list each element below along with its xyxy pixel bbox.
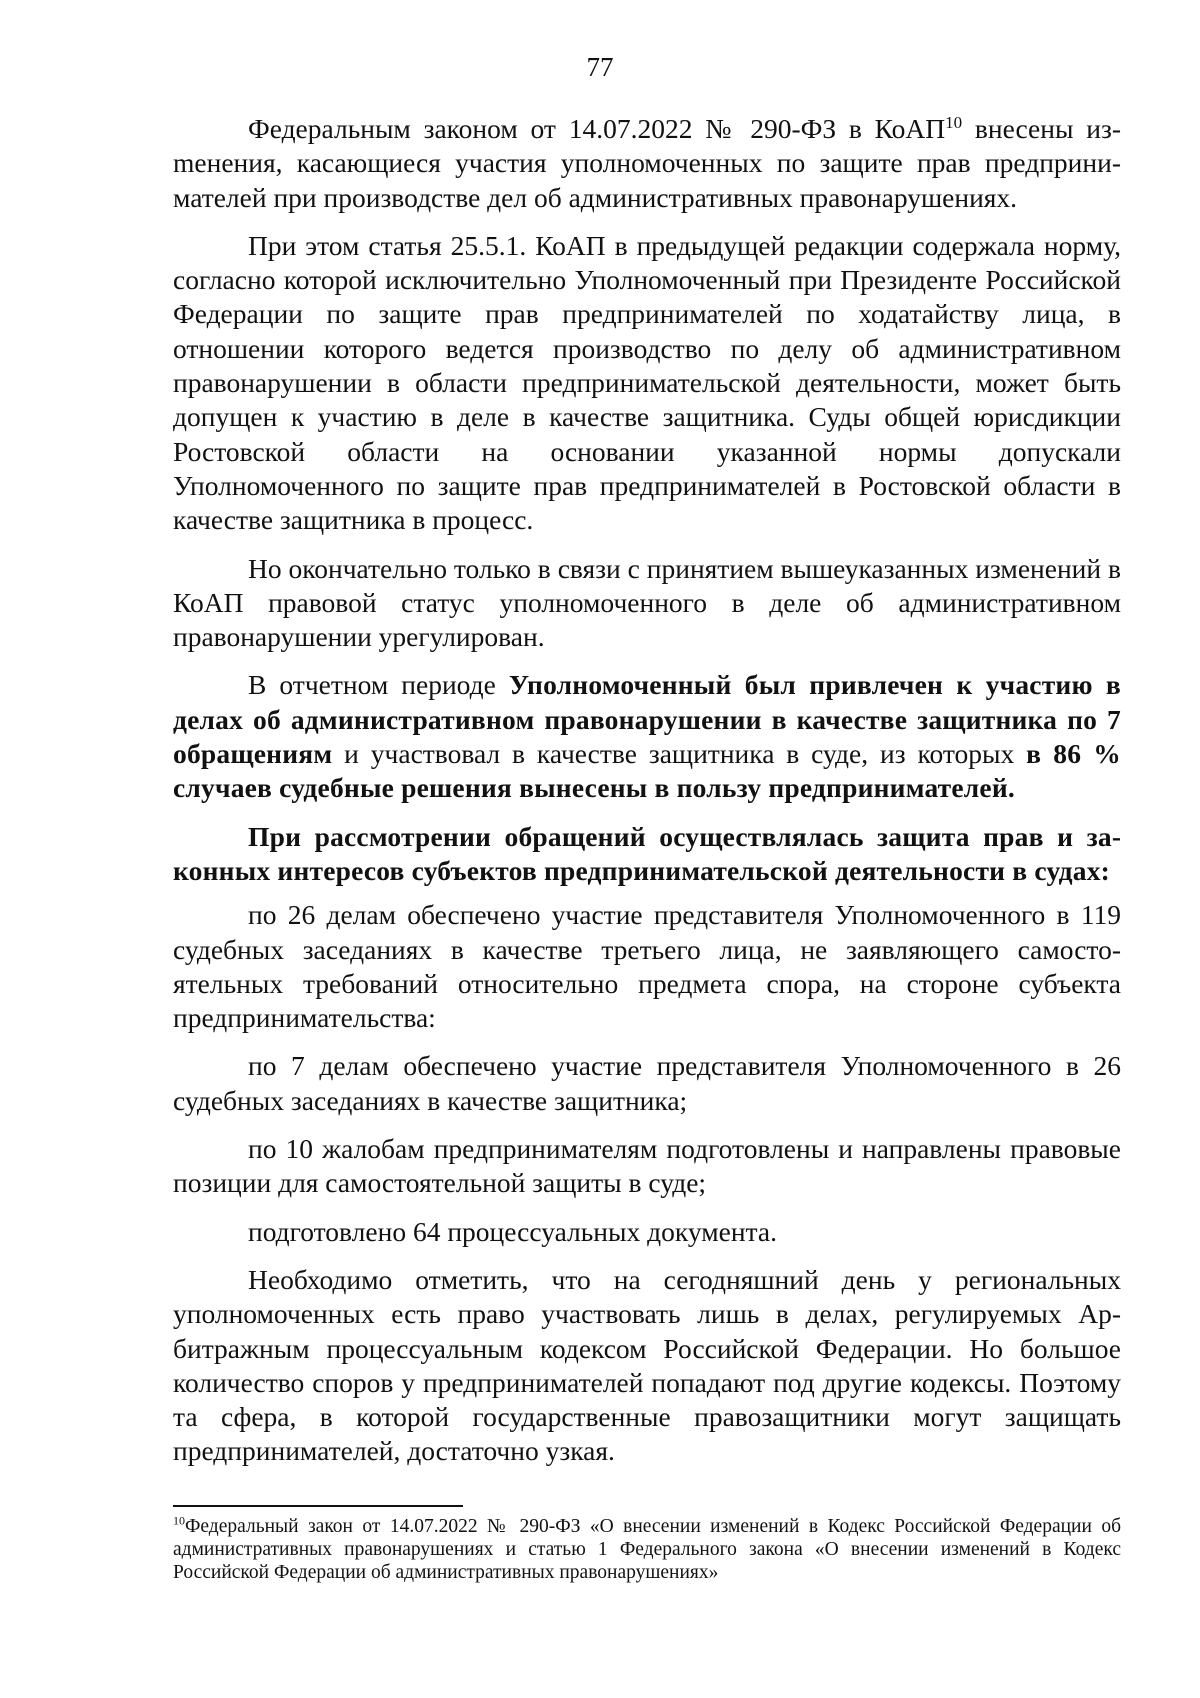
paragraph-4-text-c: и участвовал в качестве защитника в суде, из которых [332,738,1027,770]
paragraph-1-text-a: Федеральным законом от 14.07.2022 № 290-ФЗ в КоАП [248,113,946,144]
paragraph-4-bold-d: в 86 % случаев судебные решения вынесены в пользу предпринимателей. [173,738,1121,804]
footnote [173,1515,1121,1584]
paragraph-6: по 26 делам обеспечено участие представителя Уполномоченного в 119 судебных заседаниях в качестве третьего лица, не заявляющего самостоятельных требований относительно предмета спора, на стороне субъекта предпринимательства: [173,899,1121,1034]
footnote-text: Федеральный закон от 14.07.2022 № 290-ФЗ «О внесении изменений в Кодекс Российской Федерации об административных правонарушениях и статью 1 Федерального закона «О внесении изменений в Кодекс Российской Федерации об административных правонарушениях» [173,1516,1121,1583]
paragraph-5 [173,820,1121,889]
paragraph-7: по 7 делам обеспечено участие представителя Уполномоченного в 26 судебных заседаниях в качестве защитника; [173,1050,1121,1116]
footnote-reference: 10 [945,112,963,132]
footnote-separator [173,1505,463,1507]
body-text [173,112,1121,1483]
paragraph-1-text-b: внесены изmенения, касающиеся участия уполномоченных по защите прав предпринимателей при производстве дел об административных правонарушениях. [173,113,1121,213]
footnote-marker: 10 [173,1513,185,1528]
page-number: 77 [586,52,614,82]
paragraph-4-bold-b: Уполномоченный был привлечен к участию в делах об административном правонарушении в качестве защитника по 7 обращениям [173,669,1121,770]
paragraph-4-text-a: В отчетном периоде [248,669,509,701]
paragraph-9: подготовлено 64 процессуальных документа. [248,1215,777,1247]
paragraph-3: Но окончательно только в связи с принятием вышеуказанных изменений в КоАП правовой статус уполномоченного в деле об административном правонарушении урегулирован. [173,552,1121,653]
paragraph-10: Необходимо отметить, что на сегодняшний день у региональных уполномоченных есть право участвовать лишь в делах, регулируемых Арбитражным процессуальным кодексом Российской Федерации. Но большое количество споров у предпринимателей попадают под другие кодексы. Поэтому та сфера, в которой государственные правозащитники могут защищать предпринимателей, достаточно узкая. [173,1263,1121,1467]
paragraph-2: При этом статья 25.5.1. КоАП в предыдущей редакции содержала норму, согласно которой исключительно Уполномоченный при Президенте Российской Федерации по защите прав предпринимателей по ходатайству лица, в отношении которого ведется производство по делу об административном правонарушении в области предпринимательской деятельности, может быть допущен к участию в деле в качестве защитника. Суды общей юрисдикции Ростовской области на основании указанной нормы допускали Уполномоченного по защите прав предпринимателей в Ростовской области в качестве защитника в процесс. [173,229,1121,536]
paragraph-8: по 10 жалобам предпринимателям подготовлены и направлены правовые позиции для самостоятельной защиты в суде; [173,1133,1121,1199]
paragraph-1 [173,112,1121,215]
paragraph-5-bold: При рассмотрении обращений осуществлялась защита прав и законных интересов субъектов предпринимательской деятельности в судах: [173,820,1121,886]
paragraph-4 [173,668,1121,805]
